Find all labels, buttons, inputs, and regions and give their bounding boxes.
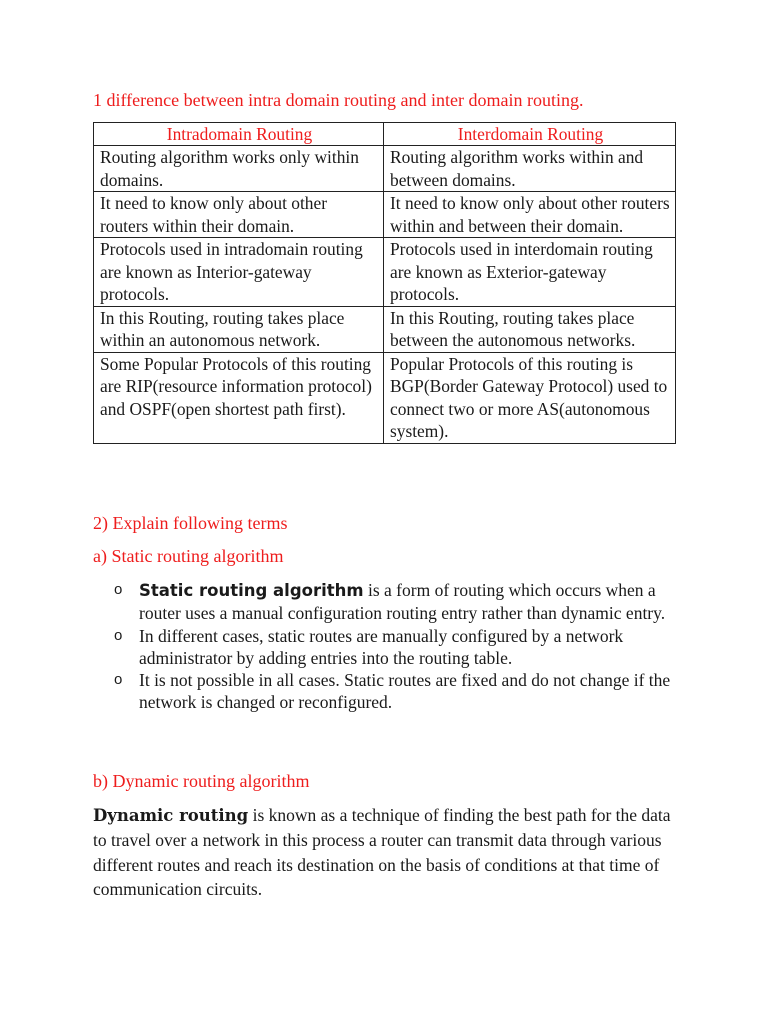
bullet-circle-icon: o	[114, 671, 123, 689]
list-item-text: It is not possible in all cases. Static routes are fixed and do not change if the network is changed or reconfigured.	[139, 670, 671, 713]
table-cell: Some Popular Protocols of this routing are RIP(resource information protocol) and OSPF(open shortest path first).	[94, 352, 384, 443]
table-cell: Popular Protocols of this routing is BGP(Border Gateway Protocol) used to connect two or more AS(autonomous system).	[384, 352, 676, 443]
table-row	[94, 192, 676, 238]
table-row	[94, 238, 676, 307]
bold-term: Dynamic routing	[93, 806, 249, 825]
dynamic-routing-paragraph	[93, 803, 673, 901]
header-intradomain: Intradomain Routing	[94, 123, 384, 146]
list-item-text: In different cases, static routes are manually configured by a network administrator by adding entries into the routing table.	[139, 625, 624, 668]
part-b-title: b) Dynamic routing algorithm	[93, 771, 310, 791]
bold-term: Static routing algorithm	[139, 581, 364, 600]
table-cell: It need to know only about other routers within their domain.	[94, 192, 384, 238]
list-item-text: is a form of routing which occurs when a router uses a manual configuration routing entry rather than dynamic entry.	[139, 580, 666, 624]
part-a-title: a) Static routing algorithm	[93, 546, 284, 566]
table-header-row	[94, 123, 676, 146]
table-cell: Protocols used in intradomain routing are known as Interior-gateway protocols.	[94, 238, 384, 307]
table-cell: Routing algorithm works within and between domains.	[384, 146, 676, 192]
table-row	[94, 306, 676, 352]
comparison-table	[93, 122, 676, 444]
table-cell: It need to know only about other routers within and between their domain.	[384, 192, 676, 238]
question-1-title: 1 difference between intra domain routing and inter domain routing.	[93, 90, 584, 110]
table-cell: Protocols used in interdomain routing are known as Exterior-gateway protocols.	[384, 238, 676, 307]
header-interdomain: Interdomain Routing	[384, 123, 676, 146]
table-cell: In this Routing, routing takes place within an autonomous network.	[94, 306, 384, 352]
static-routing-bullet-list	[114, 579, 674, 714]
table-row	[94, 352, 676, 443]
list-item	[114, 625, 674, 670]
table-cell: Routing algorithm works only within domains.	[94, 146, 384, 192]
paragraph-text: is known as a technique of finding the best path for the data to travel over a network in this process a router can transmit data through various different routes and reach its destination on the basis of conditions at that time of communication circuits.	[93, 805, 671, 899]
table-row	[94, 146, 676, 192]
bullet-circle-icon: o	[114, 581, 123, 598]
bullet-circle-icon: o	[114, 626, 123, 644]
table-cell: In this Routing, routing takes place between the autonomous networks.	[384, 306, 676, 352]
question-2-title: 2) Explain following terms	[93, 513, 288, 533]
list-item	[114, 579, 674, 625]
list-item	[114, 669, 674, 714]
